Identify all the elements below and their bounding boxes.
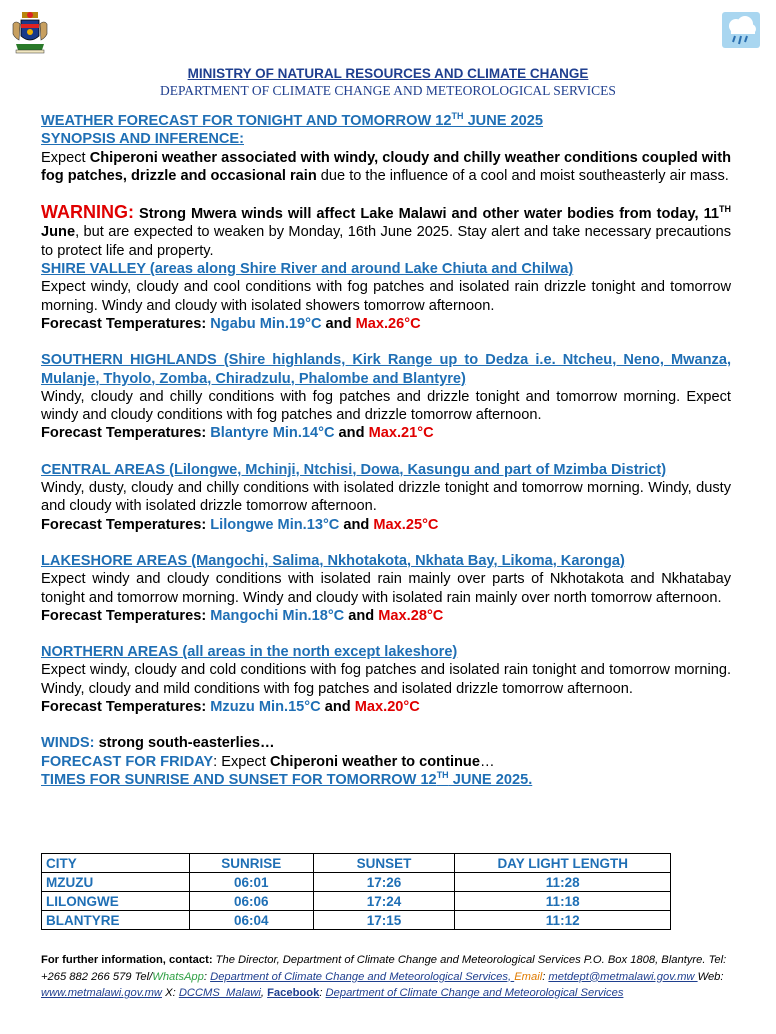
warning-text: WARNING: Strong Mwera winds will affect Lake Malawi and other water bodies from today, 11TH June, but are expected to weaken by Monday, 16th June 2025. Stay alert and take necessary precautions to protect life and property. <box>41 202 731 259</box>
col-header: CITY <box>42 854 190 873</box>
facebook-link[interactable]: Department of Climate Change and Meteorological Services <box>325 987 624 999</box>
region-text-shire-valley: Expect windy, cloudy and cool conditions with fog patches and isolated rain drizzle tonight and tomorrow morning. Windy and cloudy with isolated showers tomorrow afternoon. <box>41 279 731 314</box>
cell-city: LILONGWE <box>42 892 190 911</box>
forecast-title: WEATHER FORECAST FOR TONIGHT AND TOMORROW 12TH JUNE 2025 <box>41 111 544 129</box>
cell-sunrise: 06:04 <box>189 911 313 930</box>
whatsapp-label: WhatsApp <box>152 970 204 983</box>
col-header: DAY LIGHT LENGTH <box>455 854 671 873</box>
warning-label: WARNING: <box>41 202 134 223</box>
footer-label: For further information, contact: <box>41 954 213 966</box>
sun-times-table <box>41 853 671 930</box>
forecast-body <box>41 112 731 789</box>
cell-sunset: 17:15 <box>313 911 455 930</box>
department-title: DEPARTMENT OF CLIMATE CHANGE AND METEOROLOGICAL SERVICES <box>160 83 616 98</box>
cell-sunset: 17:24 <box>313 892 455 911</box>
table-header-row <box>42 854 671 873</box>
sun-times-heading: TIMES FOR SUNRISE AND SUNSET FOR TOMORROW 12TH JUNE 2025. <box>41 770 533 788</box>
email-label: Email <box>514 970 543 983</box>
cell-daylight: 11:12 <box>455 911 671 930</box>
region-heading-shire-valley: SHIRE VALLEY (areas along Shire River and around Lake Chiuta and Chilwa) <box>41 261 574 278</box>
synopsis-text: Expect Chiperoni weather associated with windy, cloudy and chilly weather conditions coupled with fog patches, drizzle and occasional rain due to the influence of a cool and moist southeasterly air mass. <box>41 149 731 184</box>
region-text-central: Windy, dusty, cloudy and chilly conditions with isolated drizzle tonight and tomorrow morning. Windy, dusty and cloudy with isolated drizzle tomorrow afternoon. <box>41 480 731 515</box>
region-text-northern: Expect windy, cloudy and cold conditions with fog patches and isolated rain tonight and tomorrow morning. Windy, cloudy and mild conditions with fog patches and isolated drizzle tomorrow afternoon. <box>41 662 731 697</box>
table-row <box>42 892 671 911</box>
region-temps-lakeshore: Forecast Temperatures: Mangochi Min.18°C and Max.28°C <box>41 607 444 624</box>
x-link[interactable]: DCCMS_Malawi <box>178 987 261 999</box>
cloud-rain-icon <box>722 12 760 48</box>
table-row <box>42 873 671 892</box>
cell-sunrise: 06:01 <box>189 873 313 892</box>
contact-footer: For further information, contact: The Director, Department of Climate Change and Meteorological Services P.O. Box 1808, Blantyre. Tel: +265 882 266 579 Tel/WhatsApp: Department of Climate Change and Meteorological Services, Email: metdept@metmalawi.gov.mw Web: www.metmalawi.gov.mw X: DCCMS_Malawi, Facebook: Department of Climate Change and Meteorological Services <box>41 954 727 999</box>
website-link[interactable]: www.metmalawi.gov.mw <box>41 987 163 999</box>
region-temps-northern: Forecast Temperatures: Mzuzu Min.15°C and Max.20°C <box>41 699 420 716</box>
table-row <box>42 911 671 930</box>
friday-forecast-line: FORECAST FOR FRIDAY: Expect Chiperoni weather to continue… <box>41 753 495 770</box>
cell-daylight: 11:28 <box>455 873 671 892</box>
region-heading-lakeshore: LAKESHORE AREAS (Mangochi, Salima, Nkhotakota, Nkhata Bay, Likoma, Karonga) <box>41 552 625 569</box>
cell-sunset: 17:26 <box>313 873 455 892</box>
region-temps-central: Forecast Temperatures: Lilongwe Min.13°C and Max.25°C <box>41 516 439 533</box>
region-temps-shire-valley: Forecast Temperatures: Ngabu Min.19°C and Max.26°C <box>41 315 421 332</box>
region-heading-northern: NORTHERN AREAS (all areas in the north except lakeshore) <box>41 644 458 661</box>
email-link[interactable]: metdept@metmalawi.gov.mw <box>548 970 698 983</box>
facebook-label: Facebook <box>267 987 320 999</box>
region-temps-southern-highlands: Forecast Temperatures: Blantyre Min.14°C and Max.21°C <box>41 425 434 442</box>
region-text-southern-highlands: Windy, cloudy and chilly conditions with fog patches and drizzle tonight and tomorrow morning. Expect windy and cloudy conditions with fog patches and drizzle tomorrow afternoon. <box>41 388 731 424</box>
region-heading-central: CENTRAL AREAS (Lilongwe, Mchinji, Ntchisi, Dowa, Kasungu and part of Mzimba District) <box>41 461 667 478</box>
ministry-title: MINISTRY OF NATURAL RESOURCES AND CLIMATE CHANGE <box>187 66 589 81</box>
winds-line: WINDS: strong south-easterlies… <box>41 735 275 752</box>
col-header: SUNRISE <box>189 854 313 873</box>
cell-sunrise: 06:06 <box>189 892 313 911</box>
synopsis-heading: SYNOPSIS AND INFERENCE: <box>41 131 244 148</box>
col-header: SUNSET <box>313 854 455 873</box>
cell-daylight: 11:18 <box>455 892 671 911</box>
cell-city: MZUZU <box>42 873 190 892</box>
cell-city: BLANTYRE <box>42 911 190 930</box>
whatsapp-link[interactable]: Department of Climate Change and Meteorological Services, <box>210 970 515 983</box>
region-heading-southern-highlands: SOUTHERN HIGHLANDS (Shire highlands, Kirk Range up to Dedza i.e. Ntcheu, Neno, Mwanza, Mulanje, Thyolo, Zomba, Chiradzulu, Phalombe and Blantyre) <box>41 352 731 387</box>
coat-of-arms-icon <box>10 10 50 54</box>
region-text-lakeshore: Expect windy and cloudy conditions with isolated rain mainly over parts of Nkhotakota and Nkhatabay tonight and tomorrow morning. Windy and cloudy with isolated rain mainly over north tomorrow afternoon. <box>41 571 731 606</box>
